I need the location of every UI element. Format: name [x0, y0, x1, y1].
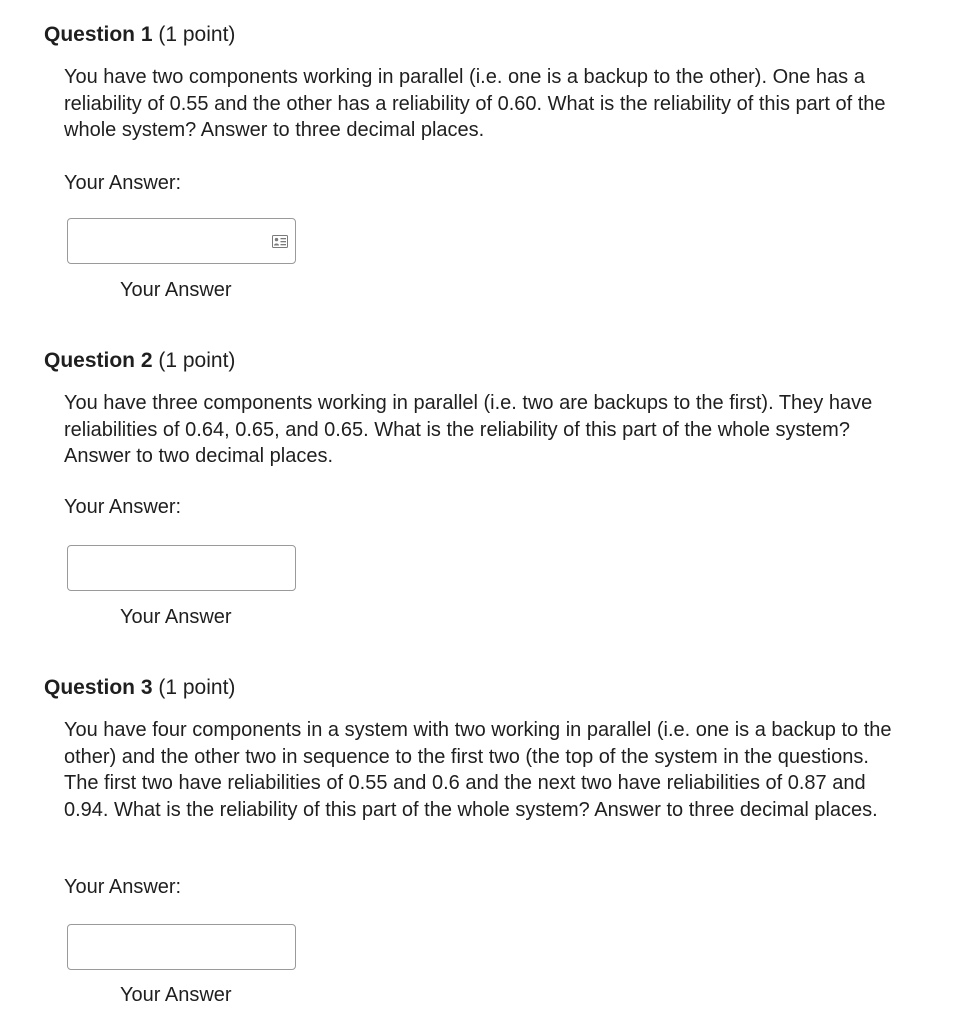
question-2-text: You have three components working in parallel (i.e. two are backups to the first). They have reliabilities of 0.64, 0.65, and 0.65. What is the reliability of this part of the whole system? Answer to two decimal places.	[64, 392, 873, 467]
contact-card-icon[interactable]	[272, 235, 288, 248]
question-2-points: (1 point)	[158, 349, 236, 372]
question-3-text: You have four components in a system with two working in parallel (i.e. one is a backup to the other) and the other two in sequence to the first two (the top of the system in the questions. The first two have reliabilities of 0.55 and 0.6 and the next two have reliabilities of 0.87 and 0.94. What is the reliability of this part of the whole system? Answer to three decimal places.	[64, 719, 892, 821]
question-1-answer-label: Your Answer:	[64, 172, 182, 194]
question-1-text: You have two components working in parallel (i.e. one is a backup to the other). One has a reliability of 0.55 and the other has a reliability of 0.60. What is the reliability of this part of the whole system? Answer to three decimal places.	[64, 66, 886, 141]
question-3-title: Question 3	[44, 676, 153, 699]
question-3-answer-label: Your Answer:	[64, 876, 182, 898]
question-3-answer-input[interactable]	[68, 925, 295, 969]
question-3-points: (1 point)	[158, 676, 236, 699]
question-1-heading	[44, 22, 235, 48]
question-2-answer-caption: Your Answer	[120, 606, 232, 628]
question-3-heading	[44, 675, 235, 701]
question-3-answer-caption: Your Answer	[120, 984, 232, 1006]
question-1-title: Question 1	[44, 23, 153, 46]
question-1-points: (1 point)	[158, 23, 236, 46]
question-3-answer-box[interactable]	[67, 924, 296, 970]
question-1-answer-caption: Your Answer	[120, 279, 232, 301]
question-1-answer-input[interactable]	[68, 219, 295, 263]
question-2-answer-label: Your Answer:	[64, 496, 182, 518]
question-2-answer-input[interactable]	[68, 546, 295, 590]
question-2-answer-box[interactable]	[67, 545, 296, 591]
question-2-title: Question 2	[44, 349, 153, 372]
question-1-answer-box[interactable]	[67, 218, 296, 264]
question-2-heading	[44, 348, 235, 374]
